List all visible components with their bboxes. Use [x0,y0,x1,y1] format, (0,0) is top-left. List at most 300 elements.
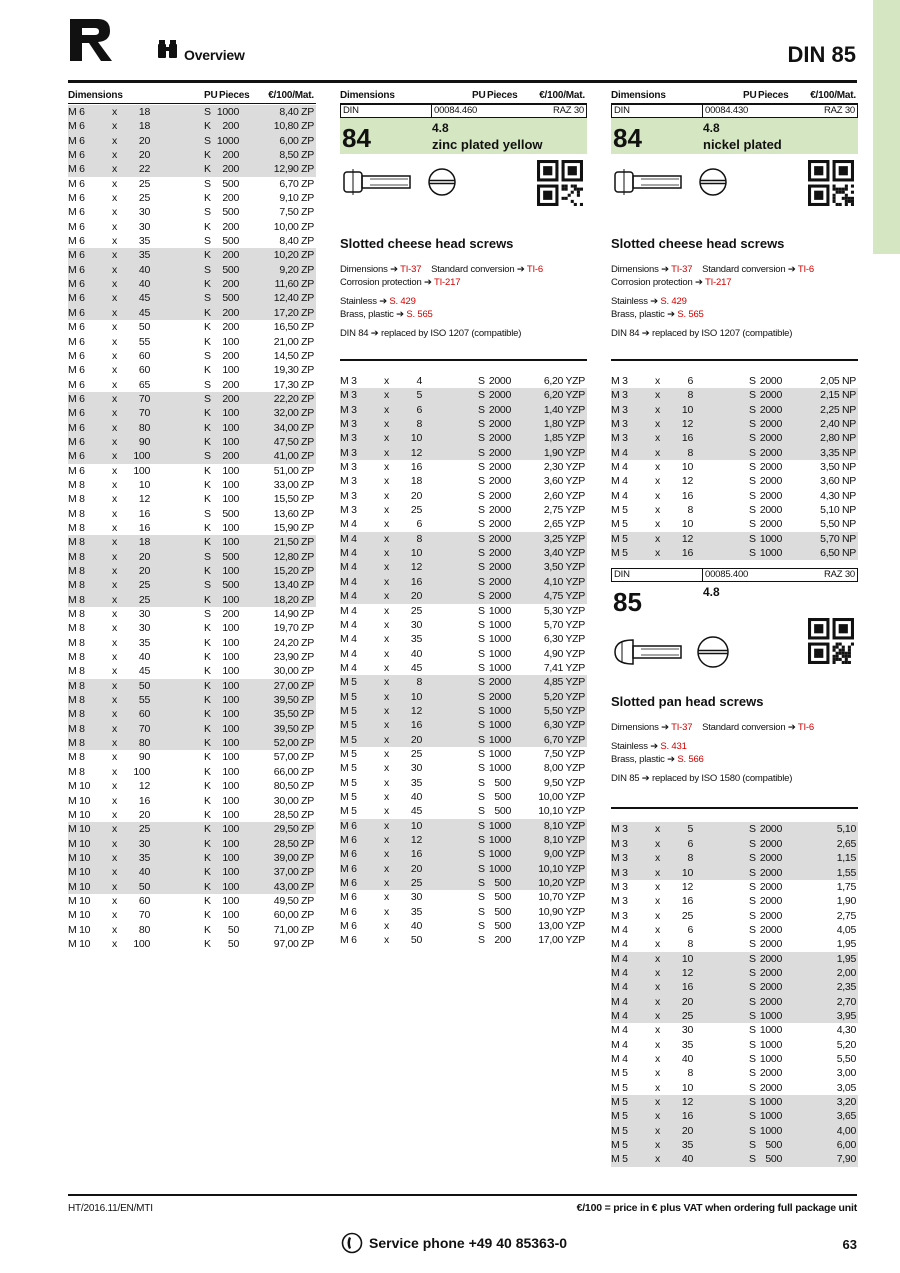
length-cell: 16 [138,507,150,520]
times-cell: x [655,952,660,965]
pu-cell: K [204,780,211,793]
times-cell: x [112,507,117,520]
length-cell: 8 [687,938,693,951]
pieces-cell: 500 [765,1139,782,1152]
pieces-cell: 500 [222,235,239,248]
length-cell: 12 [410,834,422,846]
dimension-cell: M 8 [68,536,85,549]
pieces-cell: 2000 [759,909,782,922]
dimension-cell: M 5 [340,762,357,775]
length-cell: 25 [410,747,422,760]
price-cell: 10,20 YZP [538,877,585,890]
table-row [68,736,316,750]
table-row [68,779,316,793]
length-cell: 10 [410,819,422,832]
table-row [68,578,316,592]
dimension-cell: M 6 [340,891,357,904]
dimension-cell: M 3 [611,432,628,445]
table-row [340,532,587,546]
price-cell: 6,30 YZP [543,633,585,646]
length-cell: 5 [687,823,693,836]
length-cell: 6 [687,837,693,850]
stainless-link[interactable]: S. 431 [660,741,687,753]
price-cell: 37,00 ZP [273,866,314,879]
times-cell: x [655,895,660,908]
length-cell: 16 [410,575,422,588]
column-header [340,84,587,104]
pu-cell: S [749,880,756,893]
price-cell: 14,50 ZP [273,349,314,362]
pieces-cell: 100 [222,565,239,577]
pieces-cell: 100 [222,335,239,348]
din-number: 85 [613,587,642,618]
price-cell: 2,40 NP [820,418,856,431]
qr-code-icon [808,160,854,206]
length-cell: 25 [410,604,422,617]
header-price: €/100/Mat. [539,90,585,101]
footer-rule [68,1194,857,1196]
pieces-cell: 2000 [488,547,511,560]
length-cell: 45 [138,665,150,678]
pu-cell: K [204,909,211,922]
times-cell: x [112,593,117,606]
times-cell: x [112,192,117,205]
table-row [611,937,858,951]
times-cell: x [384,561,389,574]
dimension-cell: M 3 [611,389,628,402]
price-cell: 5,10 NP [820,504,856,517]
price-cell: 6,20 YZP [543,389,585,402]
price-cell: 2,25 NP [820,403,856,416]
pieces-cell: 2000 [759,880,782,893]
spec-block [611,263,858,340]
table-row [340,790,587,804]
dimension-cell: M 6 [68,364,85,377]
length-cell: 45 [138,306,150,319]
times-cell: x [112,120,117,133]
pu-cell: K [204,823,211,836]
pieces-cell: 2000 [488,446,511,459]
dimensions-link[interactable]: TI-37 [671,264,693,275]
pu-cell: S [749,532,756,545]
length-cell: 25 [138,579,150,592]
table-row [340,905,587,919]
product-header [611,118,858,154]
pu-cell: S [478,489,485,502]
times-cell: x [384,819,389,832]
dimension-cell: M 6 [68,306,85,319]
times-cell: x [112,636,117,649]
times-cell: x [655,1124,660,1137]
pu-cell: K [204,493,211,506]
table-row [68,837,316,851]
pu-cell: S [204,206,211,219]
price-cell: 9,10 ZP [279,192,314,205]
times-cell: x [112,608,117,621]
pu-cell: S [478,418,485,431]
times-cell: x [655,375,660,387]
length-cell: 25 [410,504,422,517]
stainless-link[interactable]: S. 429 [660,296,687,307]
dimension-cell: M 5 [340,719,357,732]
length-cell: 25 [138,192,150,205]
times-cell: x [655,938,660,951]
times-cell: x [384,733,389,746]
pieces-cell: 100 [222,421,239,434]
times-cell: x [112,177,117,190]
pieces-cell: 2000 [488,489,511,502]
dimension-cell: M 4 [611,1038,628,1051]
price-cell: 10,10 YZP [538,805,585,818]
dimension-cell: M 4 [340,590,357,603]
brass-link[interactable]: S. 565 [406,309,433,320]
times-cell: x [655,475,660,488]
table-row [68,234,316,248]
pieces-cell: 1000 [488,747,511,760]
pu-cell: S [749,1052,756,1065]
times-cell: x [384,475,389,488]
pieces-cell: 100 [222,708,239,721]
surface-finish: zinc plated yellow [432,137,543,152]
pu-cell: S [478,877,485,890]
pu-cell: S [204,177,211,190]
table-row [68,162,316,176]
pu-cell: S [749,389,756,402]
table-row [611,517,858,531]
service-phone[interactable]: Service phone +49 40 85363-0 [369,1235,568,1251]
pieces-cell: 2000 [759,852,782,865]
pieces-cell: 1000 [216,134,239,147]
length-cell: 10 [681,866,693,879]
times-cell: x [112,134,117,147]
price-cell: 51,00 ZP [273,464,314,477]
price-cell: 28,50 ZP [273,837,314,850]
dimensions-label: Dimensions [340,264,388,275]
pieces-cell: 500 [222,579,239,592]
price-cell: 15,90 ZP [273,521,314,534]
length-cell: 40 [138,278,150,291]
price-cell: 3,95 [836,1009,856,1022]
pu-cell: S [749,866,756,879]
pu-cell: S [478,790,485,803]
times-cell: x [112,909,117,922]
length-cell: 40 [138,651,150,664]
length-cell: 70 [138,392,150,405]
stainless-link[interactable]: S. 429 [389,296,416,307]
dimension-cell: M 5 [340,747,357,760]
pu-cell: K [204,765,211,778]
pieces-cell: 100 [222,435,239,448]
times-cell: x [655,981,660,994]
brass-link[interactable]: S. 565 [677,309,704,320]
pieces-cell: 1000 [488,733,511,746]
table-row [68,894,316,908]
pieces-cell: 2000 [759,952,782,965]
price-cell: 23,90 ZP [273,651,314,664]
length-cell: 70 [138,909,150,922]
pieces-cell: 50 [227,937,239,950]
table-row [611,1038,858,1052]
pu-cell: K [204,679,211,692]
price-cell: 8,10 YZP [543,834,585,846]
times-cell: x [112,149,117,162]
dimension-cell: M 6 [68,392,85,405]
pu-cell: S [204,608,211,621]
brass-label: Brass, plastic [611,309,665,320]
length-cell: 40 [410,920,422,933]
price-cell: 10,80 ZP [273,120,314,133]
replacement-note: DIN 84 ➔ replaced by ISO 1207 (compatible) [611,328,793,339]
pieces-cell: 2000 [488,375,511,387]
price-cell: 47,50 ZP [273,435,314,448]
length-cell: 16 [681,895,693,908]
price-cell: 6,20 YZP [543,375,585,387]
pu-cell: S [204,349,211,362]
price-cell: 5,30 YZP [543,604,585,617]
length-cell: 12 [681,475,693,488]
din-label: DIN [614,105,630,116]
length-cell: 20 [410,590,422,603]
std-conversion-link[interactable]: TI-6 [797,722,814,734]
length-cell: 4 [416,375,422,387]
price-cell: 3,25 YZP [543,532,585,545]
length-cell: 16 [138,521,150,534]
pu-cell: K [204,937,211,950]
times-cell: x [112,794,117,807]
price-cell: 3,50 NP [820,461,856,474]
stainless-label: Stainless [340,296,377,307]
dimension-cell: M 8 [68,679,85,692]
pieces-cell: 100 [222,866,239,879]
table-row [68,535,316,549]
pu-cell: K [204,421,211,434]
price-cell: 15,20 ZP [273,565,314,577]
pu-cell: S [749,981,756,994]
pieces-cell: 200 [222,306,239,319]
length-cell: 12 [681,1096,693,1108]
pieces-cell: 100 [222,593,239,606]
times-cell: x [112,335,117,348]
times-cell: x [112,278,117,291]
section-tab [873,0,900,254]
pieces-cell: 2000 [488,518,511,531]
dimension-cell: M 4 [611,966,628,979]
pieces-cell: 200 [222,321,239,334]
price-cell: 8,10 YZP [543,819,585,832]
length-cell: 40 [410,790,422,803]
pu-cell: S [749,1124,756,1137]
times-cell: x [112,206,117,219]
times-cell: x [384,590,389,603]
pu-cell: S [478,403,485,416]
length-cell: 12 [681,966,693,979]
table-row [611,1109,858,1123]
product-title: Slotted cheese head screws [611,236,785,251]
pieces-cell: 1000 [488,647,511,660]
price-cell: 6,30 YZP [543,719,585,732]
table-row [340,632,587,646]
length-cell: 45 [138,292,150,305]
table-row [611,446,858,460]
dimension-cell: M 3 [611,837,628,850]
pieces-cell: 1000 [488,819,511,832]
pu-cell: K [204,321,211,334]
dimension-cell: M 5 [611,504,628,517]
pieces-cell: 100 [222,851,239,864]
dimension-cell: M 8 [68,608,85,621]
dimension-cell: M 5 [611,1124,628,1137]
times-cell: x [384,432,389,445]
dimension-cell: M 6 [68,192,85,205]
price-cell: 32,00 ZP [273,407,314,420]
dimensions-label: Dimensions [611,722,659,734]
dimensions-link[interactable]: TI-37 [671,722,693,734]
dimension-cell: M 6 [340,834,357,846]
table-row [611,403,858,417]
price-cell: 9,00 YZP [543,848,585,861]
pieces-cell: 100 [222,622,239,635]
table-row [340,776,587,790]
pu-cell: S [478,633,485,646]
pieces-cell: 100 [222,765,239,778]
length-cell: 80 [138,923,150,936]
pu-cell: S [749,1038,756,1051]
table-row [340,890,587,904]
dimension-cell: M 3 [340,446,357,459]
table-row [340,446,587,460]
pieces-cell: 500 [494,905,511,918]
price-cell: 3,60 YZP [543,475,585,488]
dimension-cell: M 6 [340,877,357,890]
pieces-cell: 100 [222,894,239,907]
pieces-cell: 500 [222,550,239,563]
times-cell: x [112,679,117,692]
times-cell: x [655,995,660,1008]
pieces-cell: 2000 [759,938,782,951]
pu-cell: K [204,120,211,133]
dimension-cell: M 5 [611,1067,628,1080]
pieces-cell: 1000 [488,661,511,674]
dimensions-link[interactable]: TI-37 [400,264,422,275]
length-cell: 20 [410,862,422,875]
length-cell: 16 [681,981,693,994]
dimension-cell: M 5 [340,704,357,717]
price-cell: 30,00 ZP [273,665,314,678]
dimension-cell: M 10 [68,909,91,922]
dimension-cell: M 3 [340,504,357,517]
corrosion-link[interactable]: TI-217 [434,277,461,288]
length-cell: 30 [138,220,150,233]
price-cell: 8,50 ZP [279,149,314,162]
price-note: €/100 = price in € plus VAT when ordering full package unit [576,1202,857,1214]
table-row [611,851,858,865]
left-column [68,84,316,951]
table-row [340,919,587,933]
times-cell: x [112,349,117,362]
dimension-cell: M 5 [340,776,357,789]
pieces-cell: 2000 [488,590,511,603]
product-title: Slotted cheese head screws [340,236,514,251]
times-cell: x [112,378,117,391]
pieces-cell: 2000 [759,895,782,908]
price-cell: 39,00 ZP [273,851,314,864]
std-conversion-link[interactable]: TI-6 [797,264,814,275]
pieces-cell: 100 [222,837,239,850]
pieces-cell: 2000 [488,575,511,588]
times-cell: x [384,690,389,703]
pu-cell: S [478,518,485,531]
table-row [340,761,587,775]
price-cell: 7,50 ZP [279,206,314,219]
times-cell: x [384,891,389,904]
dimension-cell: M 5 [340,676,357,689]
price-cell: 34,00 ZP [273,421,314,434]
header-price: €/100/Mat. [810,90,856,101]
screw-drawing [611,618,858,684]
pu-cell: S [478,891,485,904]
times-cell: x [384,575,389,588]
dimension-cell: M 8 [68,521,85,534]
dimension-cell: M 6 [68,378,85,391]
pieces-cell: 1000 [759,1110,782,1123]
table-row [68,521,316,535]
pu-cell: S [204,235,211,248]
table-row [68,392,316,406]
dimension-cell: M 6 [68,220,85,233]
table-row [68,306,316,320]
table-row [68,808,316,822]
price-cell: 12,40 ZP [273,292,314,305]
length-cell: 8 [416,676,422,689]
pieces-cell: 50 [227,923,239,936]
din-number: 84 [613,123,642,153]
brass-link[interactable]: S. 566 [677,754,704,766]
dimension-cell: M 3 [340,489,357,502]
pieces-cell: 500 [494,920,511,933]
length-cell: 10 [681,403,693,416]
length-cell: 30 [410,618,422,631]
spec-line-1: Dimensions ➔ TI-37 Standard conversion ➔ TI-6 [340,264,543,275]
table-row [68,564,316,578]
pieces-cell: 1000 [488,633,511,646]
times-cell: x [112,435,117,448]
dimension-cell: M 8 [68,751,85,764]
length-cell: 6 [687,923,693,936]
dimension-cell: M 8 [68,694,85,707]
table-row [68,148,316,162]
dimension-cell: M 10 [68,866,91,879]
length-cell: 18 [138,106,150,118]
corrosion-link[interactable]: TI-217 [705,277,732,288]
times-cell: x [384,848,389,861]
times-cell: x [384,446,389,459]
pu-cell: S [749,489,756,502]
times-cell: x [384,633,389,646]
pu-cell: S [478,747,485,760]
times-cell: x [112,421,117,434]
header-rule [68,80,857,83]
table-row [68,865,316,879]
table-row [611,1009,858,1023]
table-row [340,560,587,574]
price-cell: 15,50 ZP [273,493,314,506]
length-cell: 80 [138,737,150,750]
std-conversion-link[interactable]: TI-6 [526,264,543,275]
times-cell: x [655,403,660,416]
qr-code-icon [537,160,583,206]
price-cell: 5,20 YZP [543,690,585,703]
table-row [68,937,316,951]
